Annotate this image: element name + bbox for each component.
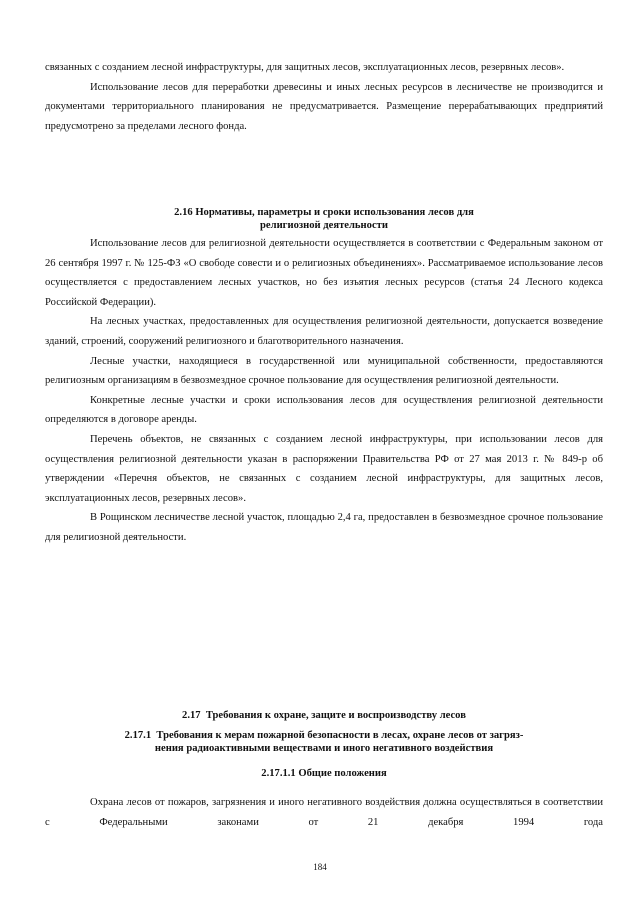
section-title-line: 2.16 Нормативы, параметры и сроки использования лесов для (174, 207, 474, 218)
section-2-17-1-heading (45, 730, 603, 755)
page-number: 184 (313, 862, 327, 872)
section-2-17-1-1-body (45, 793, 603, 832)
paragraph-continuation: связанных с созданием лесной инфраструктуры, для защитных лесов, эксплуатационных лесов, резервных лесов». (45, 62, 565, 73)
section-2-16-heading (45, 207, 603, 232)
paragraph: На лесных участках, предоставленных для осуществления религиозной деятельности, допускается возведение зданий, строений, сооружений религиозного и благотворительного назначения. (45, 316, 603, 347)
subsection-title-line: нения радиоактивными веществами и иного негативного воздействия (154, 742, 494, 754)
paragraph: Использование лесов для религиозной деятельности осуществляется в соответствии с Федеральным законом от 26 сентября 1997 г. № 125-ФЗ «О свободе совести и о религиозных объединениях». Рассматриваемое использование лесов осуществляется с предоставлением лесных участков, но без изъятия лесных ресурсов (статья 24 Лесного кодекса Российской Федерации). (45, 238, 603, 308)
section-title-line: религиозной деятельности (260, 219, 388, 231)
section-2-17-1-1-heading (45, 768, 603, 781)
paragraph: Конкретные лесные участки и сроки использования лесов для осуществления религиозной деятельности определяются в договоре аренды. (45, 394, 603, 426)
section-2-16-body (45, 234, 603, 548)
paragraph: Лесные участки, находящиеся в государственной или муниципальной собственности, предоставляются религиозным организациям в безвозмездное срочное пользование для осуществления религиозной деятельности. (45, 355, 603, 387)
paragraph: Охрана лесов от пожаров, загрязнения и иного негативного воздействия должна осуществляться в соответствии с Федеральными законами от 21 декабря 1994 года (45, 797, 603, 828)
section-2-17-heading (45, 710, 603, 723)
section-title: 2.17 Требования к охране, защите и воспроизводству лесов (182, 710, 466, 721)
text-block-top (45, 58, 603, 136)
paragraph-processing: Использование лесов для переработки древесины и иных лесных ресурсов в лесничестве не производится и документами территориального планирования не предусматривается. Размещение перерабатывающих предприятий предусмотрено за пределами лесного фонда. (45, 81, 603, 132)
subsection-title-line: 2.17.1 Требования к мерам пожарной безопасности в лесах, охране лесов от загряз- (124, 730, 524, 741)
subsubsection-title: 2.17.1.1 Общие положения (261, 768, 387, 779)
paragraph: В Рощинском лесничестве лесной участок, площадью 2,4 га, предоставлен в безвозмездное срочное пользование для религиозной деятельности. (45, 512, 603, 543)
paragraph: Перечень объектов, не связанных с созданием лесной инфраструктуры, при использовании лесов для осуществления религиозной деятельности указан в распоряжении Правительства РФ от 27 мая 2013 г. № 849-р об утверждении «Перечня объектов, не связанных с созданием лесной инфраструктуры, для защитных лесов, эксплуатационных лесов, резервных лесов». (45, 433, 603, 504)
